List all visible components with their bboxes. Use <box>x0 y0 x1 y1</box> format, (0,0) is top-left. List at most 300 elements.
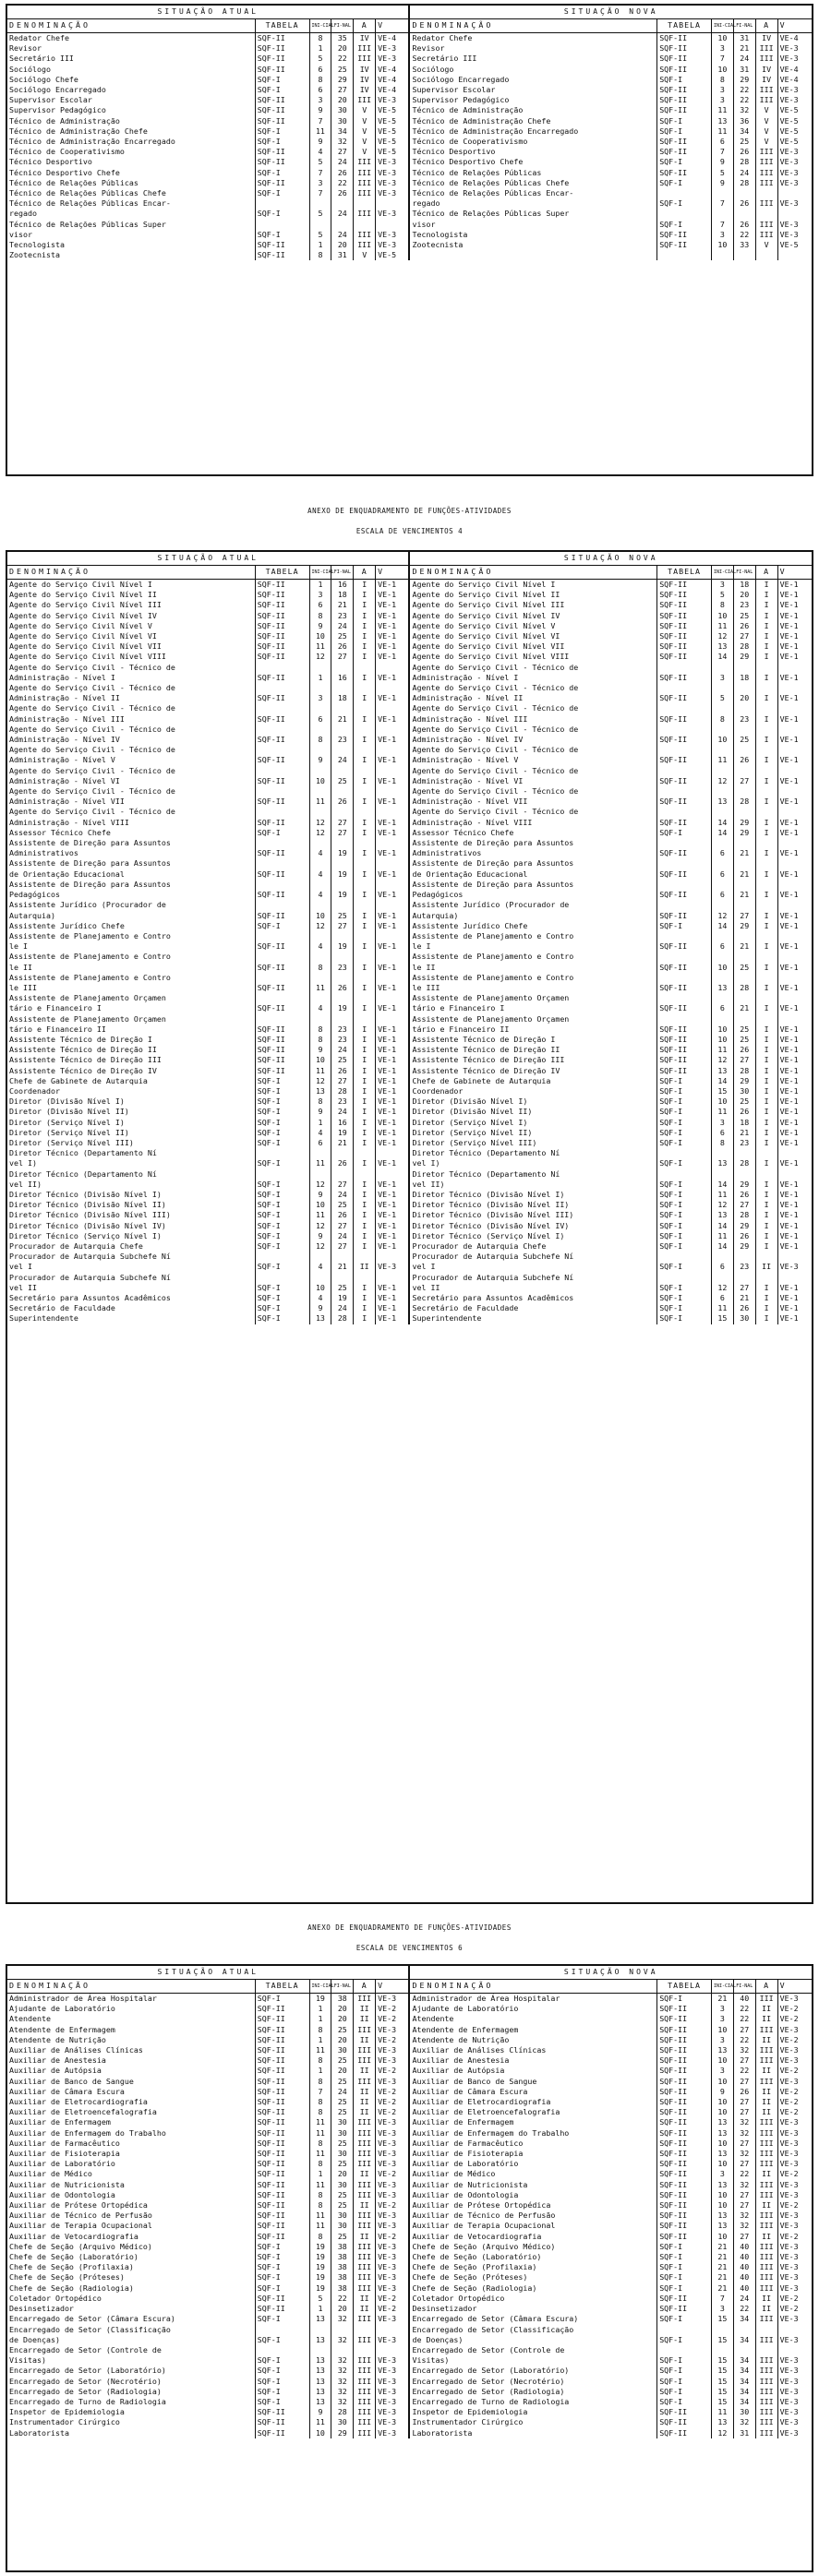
table-row <box>7 2417 812 2427</box>
nova-denominacao-cell: Atendente de Enfermagem <box>409 2025 656 2035</box>
nova-referencia-inicial-cell: 13 <box>711 116 733 126</box>
atual-referencia-final-cell: 34 <box>331 126 354 137</box>
nova-referencia-inicial-cell: 6 <box>711 1128 733 1138</box>
atual-denominacao-cell: Administrador de Área Hospitalar <box>9 1994 157 2003</box>
nova-denominacao-cell: Chefe de Seção (Profilaxia) <box>409 2262 656 2272</box>
atual-denominacao-cell: vel II) <box>9 1179 42 1189</box>
atual-v-cell: VE-3 <box>376 2366 410 2376</box>
nova-a-cell: III <box>755 2128 777 2139</box>
nova-referencia-inicial-cell <box>711 900 733 910</box>
atual-v-cell: VE-5 <box>376 105 410 115</box>
nova-tabela-cell: SQF-II <box>657 1024 712 1035</box>
atual-a-cell: II <box>354 1262 376 1272</box>
atual-v-cell <box>376 807 410 817</box>
atual-denominacao-cell: Assistente Técnico de Direção III <box>9 1055 162 1065</box>
atual-denominacao-cell: visor <box>9 229 32 239</box>
atual-tabela-cell: SQF-II <box>255 621 309 631</box>
atual-v-cell: VE-3 <box>376 2335 410 2345</box>
atual-tabela-cell: SQF-I <box>255 85 309 95</box>
nova-referencia-final-cell: 26 <box>733 621 755 631</box>
nova-denominacao-cell: Agente do Serviço Civil - Técnico de <box>409 725 656 735</box>
nova-a-cell: II <box>755 2097 777 2107</box>
table-row <box>7 880 812 890</box>
atual-a-cell: II <box>354 2066 376 2076</box>
atual-referencia-final-cell: 25 <box>331 2139 354 2149</box>
nova-referencia-inicial-cell <box>711 1014 733 1024</box>
table-row <box>7 663 812 673</box>
atual-referencia-final-cell: 24 <box>331 2087 354 2097</box>
v-header: V <box>376 1980 410 1994</box>
nova-referencia-final-cell: 26 <box>733 198 755 209</box>
atual-v-cell: VE-1 <box>376 631 410 641</box>
atual-a-cell <box>354 993 376 1003</box>
nova-referencia-final-cell <box>733 703 755 713</box>
table-row <box>7 693 812 703</box>
nova-referencia-inicial-cell: 13 <box>711 2221 733 2231</box>
nova-a-cell: I <box>755 1231 777 1241</box>
nova-referencia-final-cell: 21 <box>733 1003 755 1013</box>
atual-referencia-final-cell: 23 <box>331 1035 354 1045</box>
atual-v-cell: VE-2 <box>376 2304 410 2314</box>
table-row <box>7 1221 812 1231</box>
nova-tabela-cell: SQF-I <box>657 2272 712 2282</box>
nova-referencia-final-cell <box>733 858 755 869</box>
atual-tabela-cell: SQF-II <box>255 2407 309 2417</box>
atual-tabela-cell: SQF-II <box>255 797 309 807</box>
nova-v-cell <box>777 858 812 869</box>
atual-v-cell: VE-3 <box>376 2117 410 2127</box>
nova-tabela-cell: SQF-II <box>657 818 712 828</box>
atual-v-cell <box>376 858 410 869</box>
atual-referencia-inicial-cell: 3 <box>309 178 331 188</box>
nova-referencia-final-cell: 29 <box>733 921 755 931</box>
nova-a-cell: III <box>755 2262 777 2272</box>
atual-denominacao-cell: Auxiliar de Técnico de Perfusão <box>9 2211 152 2221</box>
nova-referencia-final-cell: 36 <box>733 116 755 126</box>
atual-denominacao-cell: Administração - Nível VIII <box>9 817 129 827</box>
nova-referencia-final-cell: 27 <box>733 2232 755 2242</box>
atual-denominacao-cell: Técnico de Cooperativismo <box>9 147 125 157</box>
atual-v-cell: VE-3 <box>376 95 410 105</box>
nova-denominacao-cell: Diretor (Serviço Nível III) <box>409 1138 656 1148</box>
nova-referencia-inicial-cell <box>711 766 733 776</box>
atual-referencia-inicial-cell: 7 <box>309 168 331 178</box>
atual-v-cell <box>376 198 410 209</box>
nova-denominacao-cell: tário e Financeiro II <box>409 1024 656 1035</box>
nova-referencia-final-cell: 28 <box>733 1210 755 1220</box>
nova-a-cell: I <box>755 776 777 786</box>
nova-a-cell <box>755 250 777 260</box>
nova-referencia-final-cell: 40 <box>733 1994 755 2005</box>
atual-a-cell <box>354 198 376 209</box>
table-row <box>7 1169 812 1180</box>
atual-referencia-inicial-cell <box>309 838 331 848</box>
atual-referencia-inicial-cell: 6 <box>309 600 331 610</box>
atual-tabela-cell: SQF-II <box>255 157 309 167</box>
atual-a-cell: III <box>354 178 376 188</box>
atual-referencia-final-cell: 24 <box>331 1303 354 1313</box>
atual-a-cell: I <box>354 983 376 993</box>
nova-denominacao-cell: Assistente de Planejamento e Contro <box>409 973 656 983</box>
atual-referencia-final-cell: 21 <box>331 1138 354 1148</box>
atual-v-cell <box>376 220 410 230</box>
table-row <box>7 2077 812 2087</box>
nova-a-cell: III <box>755 230 777 240</box>
nova-referencia-final-cell <box>733 766 755 776</box>
atual-a-cell: III <box>354 2077 376 2087</box>
atual-a-cell: I <box>354 848 376 858</box>
nova-referencia-inicial-cell: 13 <box>711 2180 733 2190</box>
nova-referencia-final-cell: 40 <box>733 2242 755 2252</box>
atual-referencia-inicial-cell <box>309 2325 331 2335</box>
atual-a-cell: III <box>354 2314 376 2324</box>
atual-v-cell: VE-1 <box>376 1086 410 1096</box>
nova-denominacao-cell: Zootecnista <box>409 240 656 250</box>
atual-referencia-final-cell: 27 <box>331 1076 354 1086</box>
atual-a-cell <box>354 880 376 890</box>
nova-referencia-final-cell: 26 <box>733 2087 755 2097</box>
nova-denominacao-cell: Diretor (Divisão Nível II) <box>409 1107 656 1117</box>
atual-v-cell: VE-1 <box>376 1158 410 1168</box>
atual-denominacao-cell: Coletador Ortopédico <box>9 2293 102 2303</box>
atual-v-cell: VE-3 <box>376 230 410 240</box>
atual-referencia-inicial-cell: 11 <box>309 1210 331 1220</box>
nova-referencia-inicial-cell: 10 <box>711 2139 733 2149</box>
nova-a-cell: I <box>755 652 777 662</box>
atual-tabela-cell: SQF-I <box>255 1262 309 1272</box>
atual-referencia-final-cell: 30 <box>331 2180 354 2190</box>
atual-referencia-final-cell: 24 <box>331 1231 354 1241</box>
nova-a-cell: I <box>755 714 777 725</box>
atual-tabela-cell: SQF-II <box>255 2180 309 2190</box>
nova-tabela-cell: SQF-II <box>657 2221 712 2231</box>
section-1-heading-top: ANEXO DE ENQUADRAMENTO DE FUNÇÕES-ATIVIDADES <box>307 1923 512 1932</box>
nova-tabela-cell: SQF-II <box>657 2117 712 2127</box>
nova-tabela-cell: SQF-II <box>657 776 712 786</box>
nova-tabela-cell: SQF-II <box>657 693 712 703</box>
nova-referencia-inicial-cell: 10 <box>711 240 733 250</box>
nova-a-cell: III <box>755 2283 777 2294</box>
atual-tabela-cell: SQF-I <box>255 921 309 931</box>
atual-denominacao-cell: tário e Financeiro I <box>9 1003 102 1013</box>
atual-v-cell: VE-3 <box>376 188 410 198</box>
atual-v-cell: VE-2 <box>376 2294 410 2304</box>
atual-referencia-final-cell: 26 <box>331 1158 354 1168</box>
atual-a-cell: V <box>354 250 376 260</box>
atual-denominacao-cell: Técnico Desportivo <box>9 157 92 167</box>
atual-tabela-cell: SQF-II <box>255 2055 309 2066</box>
nova-referencia-final-cell: 25 <box>733 735 755 745</box>
atual-v-cell: VE-5 <box>376 116 410 126</box>
atual-tabela-cell: SQF-II <box>255 95 309 105</box>
table-row <box>7 2221 812 2231</box>
nova-referencia-final-cell: 32 <box>733 2221 755 2231</box>
nova-denominacao-cell: Agente do Serviço Civil - Técnico de <box>409 766 656 776</box>
nova-a-cell: I <box>755 983 777 993</box>
table-row <box>7 1293 812 1303</box>
nova-a-cell: I <box>755 963 777 973</box>
atual-v-cell: VE-1 <box>376 600 410 610</box>
atual-referencia-inicial-cell: 13 <box>309 2355 331 2366</box>
atual-referencia-final-cell <box>331 1148 354 1158</box>
atual-referencia-final-cell: 18 <box>331 590 354 600</box>
nova-referencia-final-cell: 26 <box>733 1190 755 1200</box>
atual-v-cell: VE-1 <box>376 1066 410 1076</box>
nova-referencia-inicial-cell: 11 <box>711 1045 733 1055</box>
table-row <box>7 95 812 105</box>
nova-denominacao-cell: de Orientação Educacional <box>409 869 656 880</box>
nova-referencia-final-cell: 27 <box>733 2077 755 2087</box>
atual-a-cell: III <box>354 54 376 64</box>
nova-a-cell <box>755 683 777 693</box>
atual-a-cell: III <box>354 2272 376 2282</box>
nova-a-cell: I <box>755 1241 777 1252</box>
atual-denominacao-cell: Inspetor de Epidemiologia <box>9 2407 125 2417</box>
nova-tabela-cell: SQF-II <box>657 848 712 858</box>
atual-a-cell: II <box>354 2097 376 2107</box>
nova-referencia-inicial-cell: 10 <box>711 963 733 973</box>
atual-a-cell: I <box>354 1066 376 1076</box>
nova-tabela-cell: SQF-II <box>657 2407 712 2417</box>
table-row <box>7 869 812 880</box>
atual-denominacao-cell: Agente do Serviço Civil Nível V <box>9 620 152 630</box>
nova-referencia-final-cell: 22 <box>733 85 755 95</box>
atual-referencia-inicial-cell: 11 <box>309 2045 331 2055</box>
atual-v-cell: VE-3 <box>376 2377 410 2387</box>
nova-denominacao-cell: vel I) <box>409 1158 656 1168</box>
table-row <box>7 818 812 828</box>
atual-tabela-cell <box>255 1273 309 1283</box>
nova-referencia-inicial-cell: 14 <box>711 1180 733 1190</box>
atual-referencia-inicial-cell: 10 <box>309 776 331 786</box>
nova-referencia-inicial-cell: 15 <box>711 2397 733 2407</box>
atual-v-cell: VE-1 <box>376 1003 410 1013</box>
nova-referencia-final-cell: 34 <box>733 2355 755 2366</box>
atual-tabela-cell: SQF-II <box>255 2428 309 2438</box>
atual-tabela-cell: SQF-II <box>255 2014 309 2024</box>
nova-a-cell: I <box>755 890 777 900</box>
atual-denominacao-cell: Auxiliar de Odontologia <box>9 2189 115 2199</box>
atual-referencia-inicial-cell <box>309 931 331 941</box>
v-header: V <box>777 566 812 580</box>
atual-referencia-final-cell: 20 <box>331 43 354 54</box>
atual-referencia-final-cell: 26 <box>331 1066 354 1076</box>
atual-referencia-inicial-cell: 6 <box>309 1138 331 1148</box>
atual-v-cell: VE-2 <box>376 2097 410 2107</box>
atual-a-cell: I <box>354 776 376 786</box>
atual-referencia-inicial-cell: 8 <box>309 611 331 621</box>
nova-v-cell: VE-4 <box>777 65 812 75</box>
atual-v-cell: VE-1 <box>376 1045 410 1055</box>
atual-referencia-final-cell: 32 <box>331 2377 354 2387</box>
nova-tabela-cell <box>657 703 712 713</box>
nova-tabela-cell: SQF-I <box>657 116 712 126</box>
atual-a-cell: II <box>354 2232 376 2242</box>
nova-referencia-inicial-cell: 15 <box>711 2377 733 2387</box>
nova-referencia-inicial-cell: 13 <box>711 1158 733 1168</box>
atual-denominacao-cell: Auxiliar de Anestesia <box>9 2055 106 2066</box>
atual-tabela-cell: SQF-I <box>255 2262 309 2272</box>
nova-referencia-inicial-cell: 8 <box>711 600 733 610</box>
atual-referencia-final-cell: 27 <box>331 818 354 828</box>
nova-a-cell <box>755 1014 777 1024</box>
atual-referencia-final-cell: 24 <box>331 755 354 765</box>
table-row <box>7 828 812 838</box>
table-row <box>7 178 812 188</box>
atual-a-cell: V <box>354 137 376 147</box>
atual-denominacao-cell: Procurador de Autarquia Subchefe Ní <box>9 1272 171 1282</box>
atual-referencia-inicial-cell <box>309 725 331 735</box>
table-row <box>7 776 812 786</box>
atual-tabela-cell: SQF-II <box>255 2139 309 2149</box>
nova-denominacao-cell: Agente do Serviço Civil Nível IV <box>409 611 656 621</box>
atual-v-cell: VE-4 <box>376 85 410 95</box>
nova-denominacao-cell: Redator Chefe <box>409 33 656 44</box>
atual-a-cell: I <box>354 1096 376 1107</box>
situacao-atual-header: SITUAÇÃO ATUAL <box>7 552 409 566</box>
nova-referencia-final-cell: 22 <box>733 2035 755 2045</box>
nova-a-cell: I <box>755 1076 777 1086</box>
table-row <box>7 105 812 115</box>
nova-denominacao-cell: tário e Financeiro I <box>409 1003 656 1013</box>
atual-denominacao-cell: Diretor (Divisão Nível I) <box>9 1096 125 1107</box>
nova-v-cell <box>777 703 812 713</box>
atual-referencia-final-cell: 19 <box>331 1293 354 1303</box>
nova-denominacao-cell: Administração - Nível VIII <box>409 818 656 828</box>
atual-a-cell: III <box>354 2397 376 2407</box>
atual-a-cell: III <box>354 209 376 219</box>
nova-a-cell <box>755 786 777 797</box>
atual-referencia-inicial-cell: 11 <box>309 1066 331 1076</box>
nova-a-cell <box>755 807 777 817</box>
table-row <box>7 168 812 178</box>
nova-referencia-final-cell: 27 <box>733 2159 755 2169</box>
nova-tabela-cell: SQF-I <box>657 1118 712 1128</box>
referencia-inicial-header: INI-CIAL <box>309 19 331 33</box>
table-row <box>7 2345 812 2355</box>
nova-v-cell: VE-1 <box>777 621 812 631</box>
nova-v-cell: VE-4 <box>777 33 812 44</box>
referencia-final-header: FI-NAL <box>331 19 354 33</box>
nova-denominacao-cell: Administração - Nível II <box>409 693 656 703</box>
nova-referencia-final-cell: 21 <box>733 43 755 54</box>
nova-referencia-final-cell: 32 <box>733 2045 755 2055</box>
atual-denominacao-cell: Diretor Técnico (Divisão Nível II) <box>9 1200 166 1210</box>
atual-a-cell: I <box>354 611 376 621</box>
a-header: A <box>755 19 777 33</box>
atual-a-cell <box>354 952 376 962</box>
table-row <box>7 2377 812 2387</box>
atual-referencia-final-cell: 27 <box>331 1180 354 1190</box>
tabela-header: TABELA <box>255 19 309 33</box>
nova-referencia-final-cell: 31 <box>733 33 755 44</box>
nova-denominacao-cell: Auxiliar de Enfermagem do Trabalho <box>409 2128 656 2139</box>
nova-referencia-final-cell: 26 <box>733 147 755 157</box>
nova-denominacao-cell: Agente do Serviço Civil - Técnico de <box>409 683 656 693</box>
nova-referencia-final-cell: 27 <box>733 2107 755 2117</box>
nova-referencia-inicial-cell: 10 <box>711 2200 733 2211</box>
nova-a-cell: I <box>755 797 777 807</box>
atual-tabela-cell: SQF-I <box>255 1076 309 1086</box>
nova-v-cell: VE-1 <box>777 590 812 600</box>
atual-tabela-cell <box>255 838 309 848</box>
atual-referencia-inicial-cell: 12 <box>309 921 331 931</box>
table-row <box>7 137 812 147</box>
nova-v-cell <box>777 1148 812 1158</box>
table-row <box>7 1086 812 1096</box>
nova-a-cell: III <box>755 1994 777 2005</box>
atual-denominacao-cell: Auxiliar de Prótese Ortopédica <box>9 2200 148 2211</box>
atual-v-cell: VE-1 <box>376 1107 410 1117</box>
atual-denominacao-cell: Auxiliar de Farmacêutico <box>9 2138 120 2148</box>
nova-v-cell: VE-1 <box>777 1158 812 1168</box>
nova-referencia-inicial-cell <box>711 1169 733 1180</box>
atual-a-cell: V <box>354 116 376 126</box>
nova-referencia-inicial-cell: 21 <box>711 2283 733 2294</box>
nova-a-cell: I <box>755 911 777 921</box>
table-row <box>7 652 812 662</box>
atual-a-cell <box>354 725 376 735</box>
atual-denominacao-cell: Supervisor Pedagógico <box>9 105 106 115</box>
nova-referencia-final-cell: 28 <box>733 983 755 993</box>
nova-denominacao-cell: Técnico de Relações Públicas Super <box>409 209 656 219</box>
atual-a-cell: I <box>354 652 376 662</box>
table-row <box>7 2025 812 2035</box>
nova-a-cell: II <box>755 2014 777 2024</box>
atual-a-cell: II <box>354 2107 376 2117</box>
nova-v-cell <box>777 683 812 693</box>
atual-referencia-final-cell: 25 <box>331 1200 354 1210</box>
atual-referencia-final-cell <box>331 220 354 230</box>
nova-a-cell: I <box>755 1118 777 1128</box>
atual-v-cell <box>376 838 410 848</box>
nova-referencia-inicial-cell <box>711 663 733 673</box>
atual-referencia-inicial-cell: 4 <box>309 890 331 900</box>
nova-tabela-cell <box>657 1273 712 1283</box>
nova-referencia-final-cell: 23 <box>733 600 755 610</box>
atual-tabela-cell <box>255 1148 309 1158</box>
atual-a-cell: III <box>354 2428 376 2438</box>
nova-referencia-final-cell <box>733 900 755 910</box>
atual-referencia-final-cell: 38 <box>331 2242 354 2252</box>
atual-referencia-final-cell: 25 <box>331 2159 354 2169</box>
atual-referencia-inicial-cell: 1 <box>309 2035 331 2045</box>
nova-v-cell <box>777 838 812 848</box>
nova-tabela-cell: SQF-II <box>657 2045 712 2055</box>
atual-referencia-inicial-cell: 9 <box>309 137 331 147</box>
nova-v-cell: VE-3 <box>777 2407 812 2417</box>
table-row <box>7 580 812 591</box>
nova-tabela-cell: SQF-II <box>657 755 712 765</box>
atual-a-cell: III <box>354 157 376 167</box>
table-row <box>7 745 812 755</box>
atual-denominacao-cell: Administração - Nível III <box>9 713 125 724</box>
tabela-header: TABELA <box>657 1980 712 1994</box>
nova-a-cell: II <box>755 2304 777 2314</box>
atual-referencia-final-cell: 30 <box>331 2117 354 2127</box>
nova-referencia-final-cell: 26 <box>733 1231 755 1241</box>
atual-tabela-cell <box>255 683 309 693</box>
atual-tabela-cell: SQF-II <box>255 755 309 765</box>
table-row <box>7 2325 812 2335</box>
atual-a-cell <box>354 900 376 910</box>
nova-referencia-final-cell: 34 <box>733 2366 755 2376</box>
nova-tabela-cell: SQF-I <box>657 75 712 85</box>
atual-tabela-cell: SQF-I <box>255 2366 309 2376</box>
nova-v-cell: VE-2 <box>777 2294 812 2304</box>
nova-a-cell: I <box>755 693 777 703</box>
nova-denominacao-cell: Administração - Nível V <box>409 755 656 765</box>
